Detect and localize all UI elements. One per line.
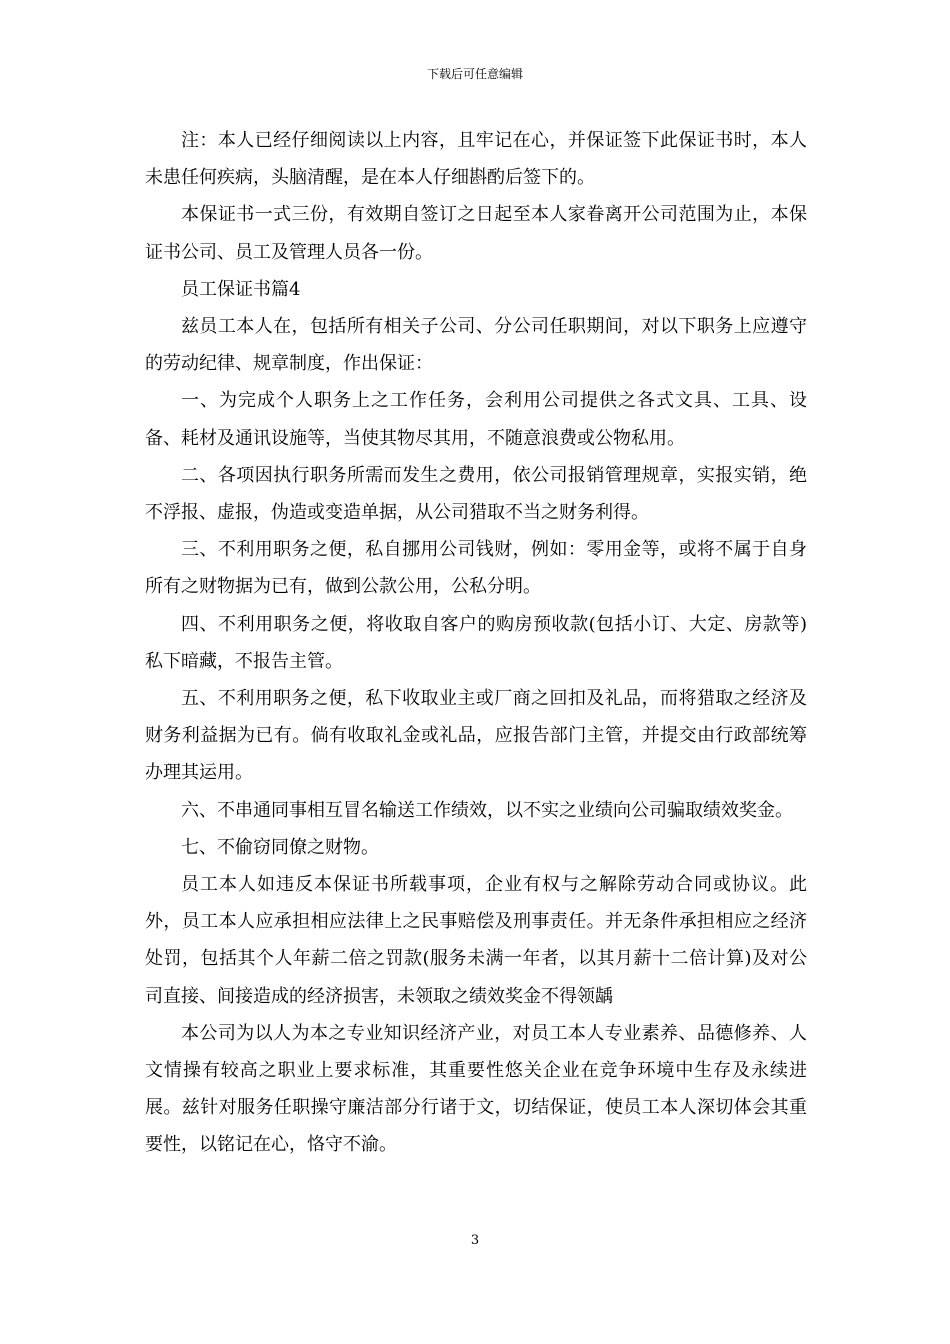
paragraph-item-2: 二、各项因执行职务所需而发生之费用，依公司报销管理规章，实报实销，绝不浮报、虚报，伪造或变造单据，从公司猎取不当之财务利得。	[145, 464, 807, 524]
paragraph-item-3: 三、不利用职务之便，私自挪用公司钱财，例如：零用金等，或将不属于自身所有之财物据为已有，做到公款公用，公私分明。	[145, 539, 807, 598]
paragraph-item-1: 一、为完成个人职务上之工作任务，会利用公司提供之各式文具、工具、设备、耗材及通讯设施等，当使其物尽其用，不随意浪费或公物私用。	[145, 390, 807, 449]
section-heading: 员工保证书篇4	[181, 278, 301, 300]
document-body	[145, 122, 807, 1164]
page-header: 下载后可任意编辑	[426, 67, 523, 81]
paragraph-item-6: 六、不串通同事相互冒名输送工作绩效，以不实之业绩向公司骗取绩效奖金。	[181, 799, 793, 821]
paragraph-intro: 兹员工本人在，包括所有相关子公司、分公司任职期间，对以下职务上应遵守的劳动纪律、规章制度，作出保证：	[145, 316, 807, 375]
paragraph-item-5: 五、不利用职务之便，私下收取业主或厂商之回扣及礼品，而将猎取之经济及财务利益据为已有。倘有收取礼金或礼品，应报告部门主管，并提交由行政部统筹办理其运用。	[145, 688, 807, 784]
paragraph-copies: 本保证书一式三份，有效期自签订之日起至本人家眷离开公司范围为止，本保证书公司、员工及管理人员各一份。	[145, 204, 807, 263]
paragraph-penalty: 员工本人如违反本保证书所载事项，企业有权与之解除劳动合同或协议。此外，员工本人应承担相应法律上之民事赔偿及刑事责任。并无条件承担相应之经济处罚，包括其个人年薪二倍之罚款(服务未满一年者，以其月薪十二倍计算)及对公司直接、间接造成的经济损害，未领取之绩效奖金不得领龋	[145, 874, 807, 1007]
paragraph-item-7: 七、不偷窃同僚之财物。	[181, 836, 379, 858]
paragraph-closing: 本公司为以人为本之专业知识经济产业，对员工本人专业素养、品德修养、人文情操有较高之职业上要求标准，其重要性悠关企业在竞争环境中生存及永续进展。兹针对服务任职操守廉洁部分行诸于文，切结保证，使员工本人深切体会其重要性，以铭记在心，恪守不渝。	[145, 1022, 807, 1156]
paragraph-note: 注：本人已经仔细阅读以上内容，且牢记在心，并保证签下此保证书时，本人未患任何疾病，头脑清醒，是在本人仔细斟酌后签下的。	[145, 130, 807, 189]
page-number: 3	[470, 1233, 480, 1248]
paragraph-item-4: 四、不利用职务之便，将收取自客户的购房预收款(包括小订、大定、房款等)私下暗藏，不报告主管。	[145, 613, 807, 672]
